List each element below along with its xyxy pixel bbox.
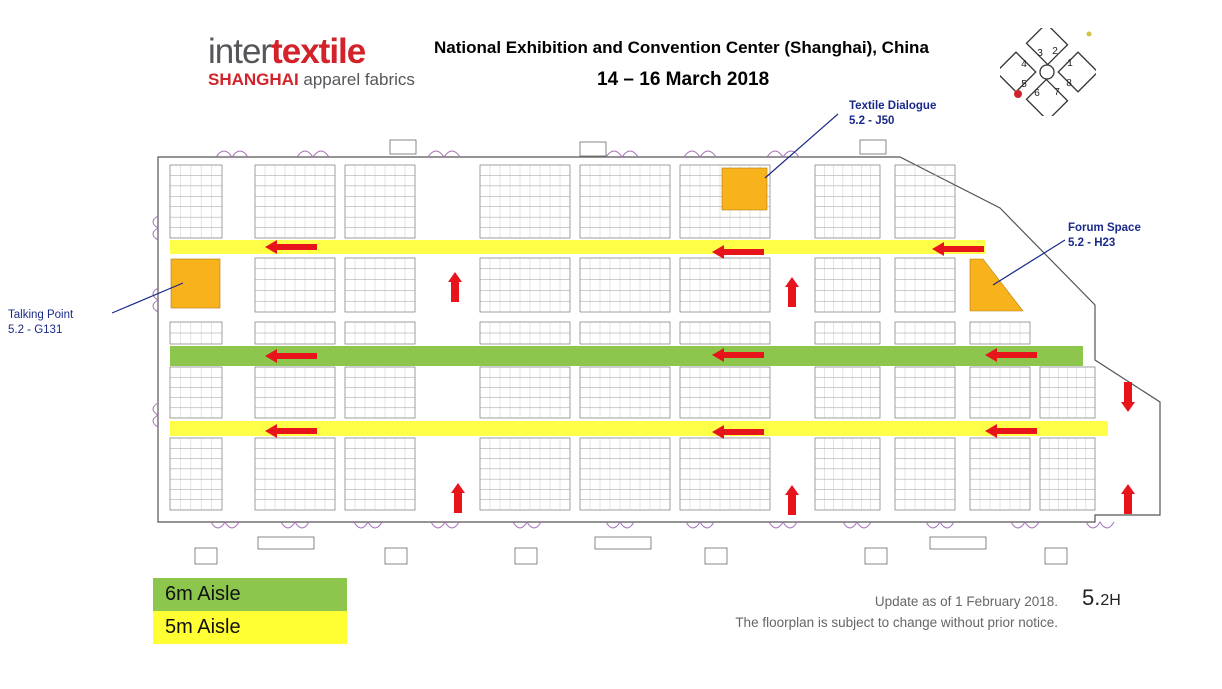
service-block	[595, 537, 651, 549]
entrance-door-top	[606, 151, 638, 157]
stair-block	[705, 548, 727, 564]
entrance-door-bottom	[769, 522, 797, 528]
hall-outline	[158, 157, 1160, 522]
keymap-hall-2: 2	[1052, 46, 1058, 57]
entrance-door-bottom	[281, 522, 309, 528]
keymap-hall-6: 6	[1034, 88, 1040, 99]
entrance-door-bottom	[513, 522, 541, 528]
legend-6m-aisle: 6m Aisle	[153, 578, 347, 611]
stair-block	[390, 140, 416, 154]
talking-point-zone	[171, 259, 220, 308]
textile-dialogue-zone	[722, 168, 767, 210]
entrance-door-bottom	[1011, 522, 1039, 528]
textile-dialogue-label: Textile Dialogue 5.2 - J50	[849, 100, 937, 127]
stair-block	[195, 548, 217, 564]
logo-subtitle: SHANGHAI apparel fabrics	[208, 70, 415, 89]
intertextile-logo: intertextile	[208, 32, 366, 71]
hall-number: 5.2H	[1082, 585, 1121, 610]
entrance-door-bottom	[431, 522, 459, 528]
update-notice: Update as of 1 February 2018. The floorplan is subject to change without prior notice.	[735, 594, 1058, 630]
keymap-hall-8: 8	[1066, 78, 1072, 89]
event-dates: 14 – 16 March 2018	[597, 69, 770, 90]
entrance-door-left	[153, 403, 158, 427]
keymap-hall-7: 7	[1054, 87, 1060, 98]
talking-point-label: Talking Point 5.2 - G131	[8, 309, 74, 336]
entrance-door-top	[216, 151, 248, 157]
stair-block	[1045, 548, 1067, 564]
stair-block	[865, 548, 887, 564]
keymap-hall-3: 3	[1037, 48, 1043, 59]
stair-block	[385, 548, 407, 564]
entrance-door-left	[153, 288, 158, 312]
entrance-door-bottom	[686, 522, 714, 528]
entrance-door-top	[684, 151, 716, 157]
legend-5m-aisle: 5m Aisle	[153, 611, 347, 644]
keymap-hall-5: 5	[1021, 79, 1027, 90]
entrance-door-bottom	[211, 522, 239, 528]
stair-block	[860, 140, 886, 154]
forum-space-label: Forum Space 5.2 - H23	[1068, 222, 1141, 249]
entrance-door-bottom	[354, 522, 382, 528]
entrance-door-bottom	[843, 522, 871, 528]
entrance-door-bottom	[926, 522, 954, 528]
entrance-door-bottom	[606, 522, 634, 528]
entrance-door-left	[153, 216, 158, 240]
service-block	[930, 537, 986, 549]
service-block	[258, 537, 314, 549]
entrance-door-top	[297, 151, 329, 157]
stair-block	[580, 142, 606, 156]
entrance-door-top	[428, 151, 460, 157]
keymap-hall-4: 4	[1021, 59, 1027, 70]
keymap-hall-1: 1	[1067, 58, 1073, 69]
stair-block	[515, 548, 537, 564]
venue-title: National Exhibition and Convention Center (Shanghai), China	[434, 38, 929, 57]
entrance-door-bottom	[1086, 522, 1114, 528]
